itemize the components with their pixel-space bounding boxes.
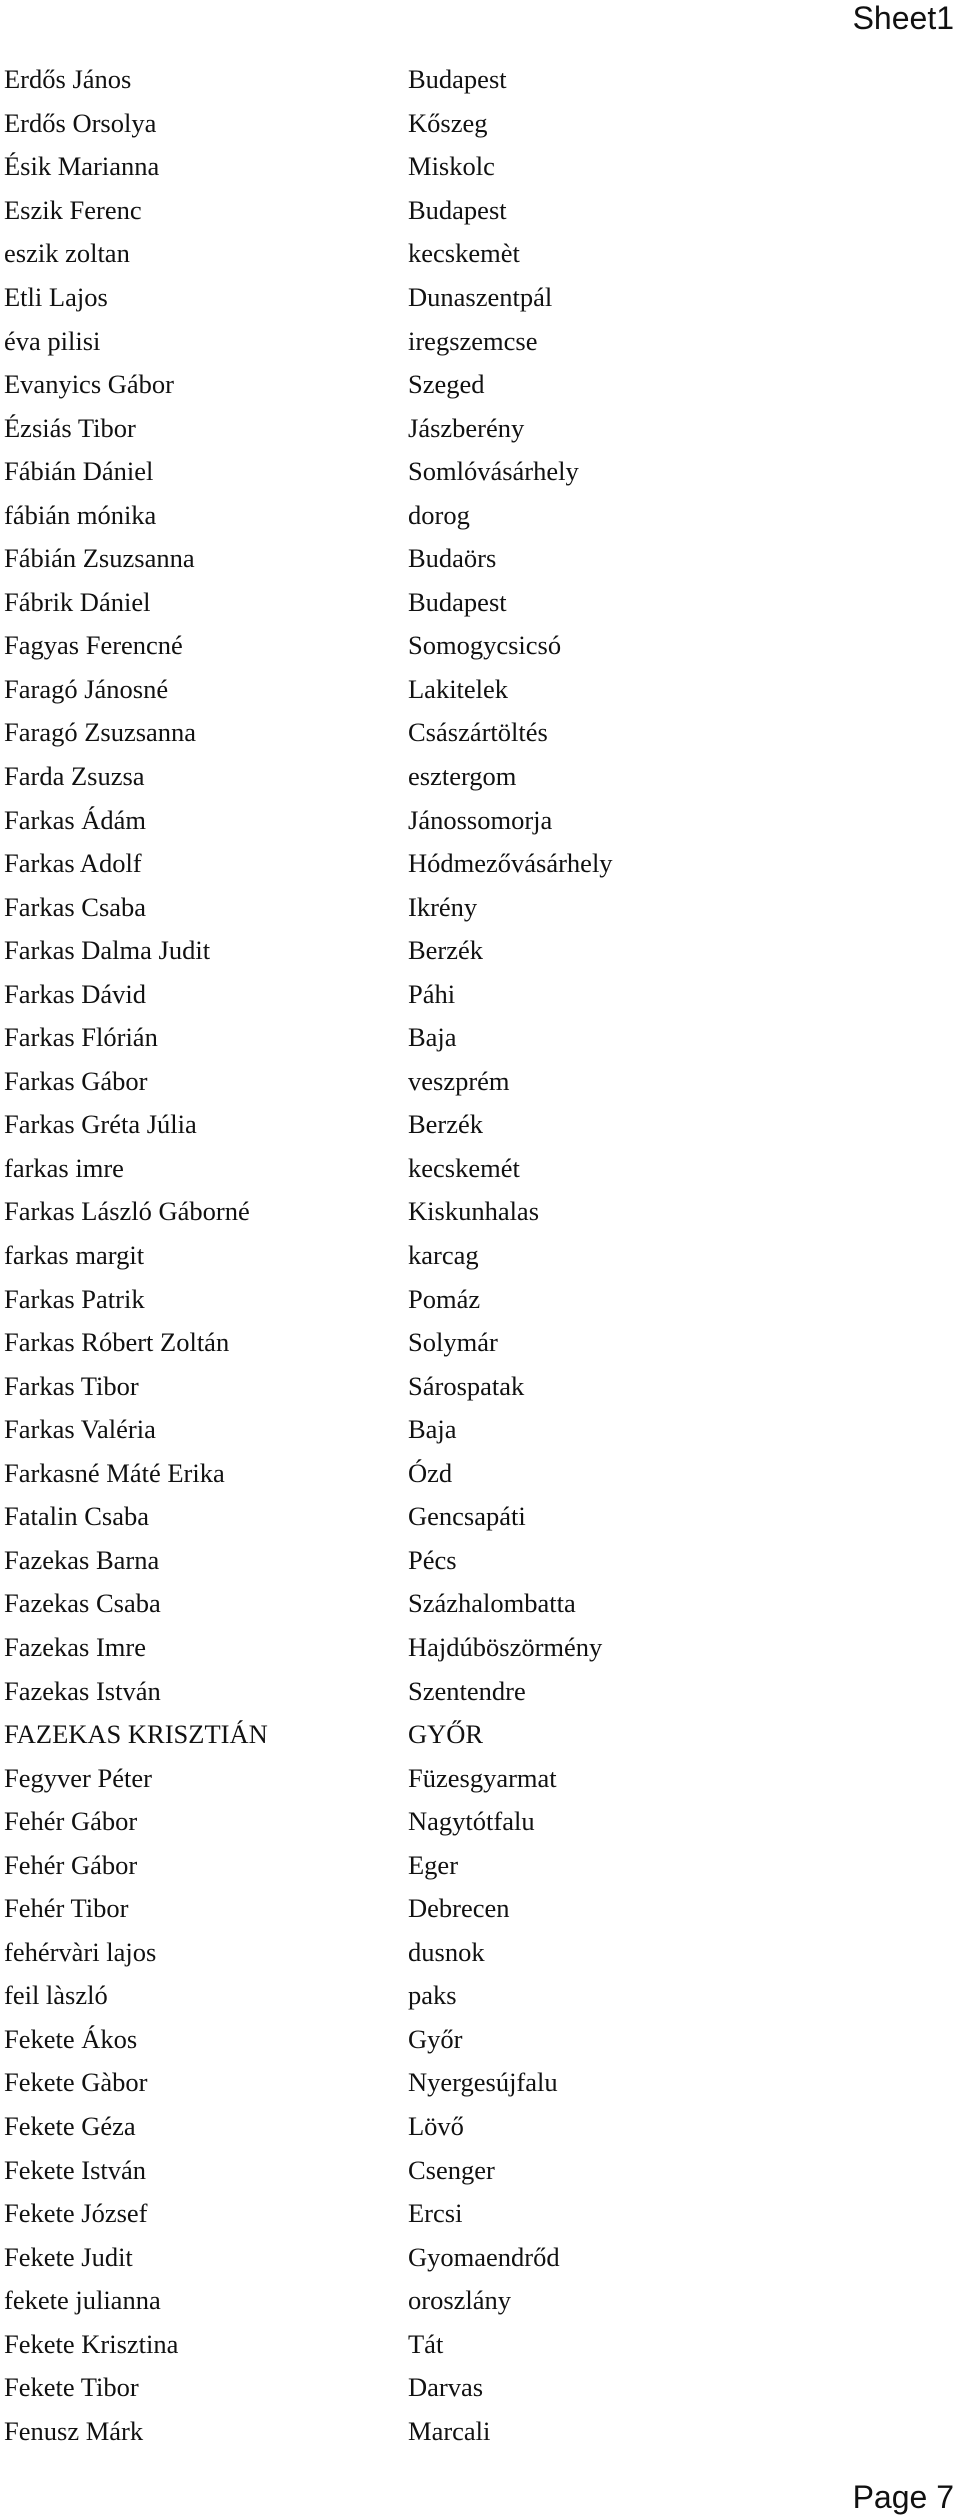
- name-cell: Fekete Gàbor: [4, 2067, 148, 2098]
- table-row: [0, 2235, 960, 2279]
- city-cell: Budapest: [408, 586, 507, 617]
- table-row: [0, 1452, 960, 1496]
- name-cell: Farkas Róbert Zoltán: [4, 1327, 230, 1358]
- city-cell: Nagytótfalu: [408, 1806, 535, 1837]
- table-row: [0, 319, 960, 363]
- city-cell: Berzék: [408, 935, 484, 966]
- name-cell: Fazekas Imre: [4, 1631, 146, 1662]
- table-row: [0, 2061, 960, 2105]
- city-cell: Baja: [408, 1022, 457, 1053]
- name-cell: Farkas Csaba: [4, 891, 147, 922]
- name-cell: Fekete József: [4, 2198, 148, 2229]
- city-cell: Hajdúböszörmény: [408, 1631, 603, 1662]
- table-row: [0, 537, 960, 581]
- city-cell: Jánossomorja: [408, 804, 553, 835]
- data-table: [0, 58, 960, 2453]
- table-row: [0, 1931, 960, 1975]
- name-cell: Erdős János: [4, 64, 132, 95]
- name-cell: Fekete Tibor: [4, 2372, 139, 2403]
- table-row: [0, 885, 960, 929]
- name-cell: Fazekas Csaba: [4, 1588, 161, 1619]
- sheet-name: Sheet1: [852, 0, 954, 36]
- name-cell: farkas imre: [4, 1152, 124, 1183]
- name-cell: Fatalin Csaba: [4, 1501, 149, 1532]
- name-cell: Fábián Zsuzsanna: [4, 543, 195, 574]
- name-cell: Farkasné Máté Erika: [4, 1457, 225, 1488]
- name-cell: Fehér Tibor: [4, 1893, 129, 1924]
- city-cell: Baja: [408, 1414, 457, 1445]
- name-cell: Ézsiás Tibor: [4, 412, 136, 443]
- city-cell: Dunaszentpál: [408, 282, 553, 312]
- table-row: [0, 145, 960, 189]
- table-row: [0, 1364, 960, 1408]
- name-cell: Fenusz Márk: [4, 2415, 144, 2446]
- name-cell: Eszik Ferenc: [4, 194, 142, 225]
- name-cell: Farkas Adolf: [4, 848, 142, 879]
- table-row: [0, 1234, 960, 1278]
- table-row: [0, 1713, 960, 1757]
- city-cell: Ikrény: [408, 891, 478, 922]
- table-row: [0, 1669, 960, 1713]
- name-cell: Farkas Gábor: [4, 1065, 148, 1096]
- city-cell: karcag: [408, 1240, 479, 1271]
- city-cell: Gencsapáti: [408, 1501, 526, 1532]
- table-row: [0, 493, 960, 537]
- table-row: [0, 58, 960, 102]
- name-cell: Farda Zsuzsa: [4, 761, 145, 792]
- city-cell: Debrecen: [408, 1893, 510, 1924]
- city-cell: Somlóvásárhely: [408, 456, 579, 487]
- city-cell: Tát: [408, 2328, 444, 2359]
- name-cell: Erdős Orsolya: [4, 107, 157, 138]
- name-cell: Fehér Gábor: [4, 1849, 138, 1880]
- city-cell: Budapest: [408, 194, 507, 225]
- name-cell: Farkas Dávid: [4, 978, 147, 1009]
- city-cell: Marcali: [408, 2415, 491, 2446]
- city-cell: Ózd: [408, 1457, 453, 1488]
- name-cell: Fagyas Ferencné: [4, 630, 183, 661]
- city-cell: Nyergesújfalu: [408, 2067, 558, 2098]
- name-cell: Fekete István: [4, 2154, 147, 2185]
- city-cell: Hódmezővásárhely: [408, 848, 613, 879]
- table-row: [0, 1321, 960, 1365]
- table-row: [0, 2018, 960, 2062]
- name-cell: Fekete Judit: [4, 2241, 133, 2272]
- name-cell: Faragó Zsuzsanna: [4, 717, 197, 748]
- table-row: [0, 842, 960, 886]
- city-cell: Darvas: [408, 2372, 484, 2403]
- table-row: [0, 2366, 960, 2410]
- city-cell: Győr: [408, 2023, 463, 2054]
- city-cell: oroszlány: [408, 2285, 512, 2316]
- name-cell: Farkas László Gáborné: [4, 1196, 250, 1227]
- table-row: [0, 1887, 960, 1931]
- table-row: [0, 1147, 960, 1191]
- name-cell: Farkas Patrik: [4, 1283, 145, 1314]
- table-row: [0, 363, 960, 407]
- name-cell: Etli Lajos: [4, 282, 108, 312]
- city-cell: Jászberény: [408, 412, 525, 443]
- city-cell: paks: [408, 1980, 457, 2011]
- name-cell: Fazekas István: [4, 1675, 161, 1706]
- name-cell: Fekete Krisztina: [4, 2328, 179, 2359]
- name-cell: Faragó Jánosné: [4, 673, 169, 704]
- table-row: [0, 102, 960, 146]
- name-cell: Ésik Marianna: [4, 151, 160, 182]
- city-cell: Lakitelek: [408, 673, 509, 704]
- name-cell: feil làszló: [4, 1980, 108, 2011]
- name-cell: éva pilisi: [4, 325, 101, 356]
- name-cell: fábián mónika: [4, 499, 157, 530]
- table-row: [0, 2105, 960, 2149]
- city-cell: Szeged: [408, 369, 485, 400]
- name-cell: Evanyics Gábor: [4, 369, 174, 400]
- city-cell: Füzesgyarmat: [408, 1762, 557, 1793]
- name-cell: fekete julianna: [4, 2285, 161, 2316]
- table-row: [0, 276, 960, 320]
- city-cell: Lövő: [408, 2110, 464, 2141]
- city-cell: Ercsi: [408, 2198, 463, 2229]
- table-row: [0, 2322, 960, 2366]
- table-row: [0, 2410, 960, 2454]
- table-row: [0, 624, 960, 668]
- table-row: [0, 1843, 960, 1887]
- table-row: [0, 1190, 960, 1234]
- table-row: [0, 2192, 960, 2236]
- city-cell: iregszemcse: [408, 325, 538, 356]
- name-cell: farkas margit: [4, 1240, 145, 1271]
- table-row: [0, 1974, 960, 2018]
- city-cell: veszprém: [408, 1065, 510, 1096]
- city-cell: Szentendre: [408, 1675, 526, 1706]
- table-row: [0, 1539, 960, 1583]
- name-cell: Farkas Flórián: [4, 1022, 158, 1053]
- city-cell: esztergom: [408, 761, 517, 792]
- name-cell: Fehér Gábor: [4, 1806, 138, 1837]
- name-cell: Fekete Géza: [4, 2110, 136, 2141]
- city-cell: dorog: [408, 499, 470, 530]
- table-row: [0, 798, 960, 842]
- name-cell: Fekete Ákos: [4, 2023, 138, 2054]
- city-cell: Sárospatak: [408, 1370, 525, 1401]
- city-cell: GYŐR: [408, 1719, 484, 1750]
- city-cell: Budaörs: [408, 543, 497, 574]
- city-cell: Csenger: [408, 2154, 495, 2185]
- table-row: [0, 668, 960, 712]
- name-cell: Fazekas Barna: [4, 1544, 160, 1575]
- city-cell: Eger: [408, 1849, 459, 1880]
- city-cell: Somogycsicsó: [408, 630, 562, 661]
- city-cell: Berzék: [408, 1109, 484, 1140]
- table-row: [0, 581, 960, 625]
- table-row: [0, 450, 960, 494]
- table-row: [0, 1495, 960, 1539]
- table-row: [0, 2279, 960, 2323]
- table-row: [0, 1408, 960, 1452]
- city-cell: Pomáz: [408, 1283, 481, 1314]
- city-cell: Miskolc: [408, 151, 495, 182]
- name-cell: Farkas Valéria: [4, 1414, 156, 1445]
- table-row: [0, 711, 960, 755]
- table-row: [0, 1756, 960, 1800]
- table-row: [0, 1626, 960, 1670]
- table-row: [0, 755, 960, 799]
- name-cell: Farkas Tibor: [4, 1370, 139, 1401]
- city-cell: kecskemèt: [408, 238, 520, 269]
- name-cell: Fábián Dániel: [4, 456, 154, 487]
- page-number: Page 7: [852, 2479, 954, 2515]
- table-row: [0, 1277, 960, 1321]
- table-row: [0, 972, 960, 1016]
- name-cell: Fegyver Péter: [4, 1762, 152, 1793]
- name-cell: FAZEKAS KRISZTIÁN: [4, 1719, 268, 1750]
- city-cell: Kiskunhalas: [408, 1196, 540, 1227]
- city-cell: Császártöltés: [408, 717, 548, 748]
- city-cell: Százhalombatta: [408, 1588, 576, 1619]
- name-cell: Farkas Dalma Judit: [4, 935, 211, 966]
- table-row: [0, 1800, 960, 1844]
- city-cell: dusnok: [408, 1936, 485, 1967]
- city-cell: Pécs: [408, 1544, 457, 1575]
- table-row: [0, 406, 960, 450]
- name-cell: Farkas Ádám: [4, 804, 147, 835]
- table-row: [0, 1060, 960, 1104]
- city-cell: Budapest: [408, 64, 507, 95]
- name-cell: Fábrik Dániel: [4, 586, 151, 617]
- city-cell: kecskemét: [408, 1152, 520, 1183]
- table-row: [0, 1582, 960, 1626]
- table-row: [0, 1016, 960, 1060]
- table-row: [0, 2148, 960, 2192]
- city-cell: Solymár: [408, 1327, 498, 1358]
- table-row: [0, 929, 960, 973]
- name-cell: eszik zoltan: [4, 238, 130, 269]
- table-row: [0, 232, 960, 276]
- table-row: [0, 1103, 960, 1147]
- city-cell: Kőszeg: [408, 107, 488, 138]
- name-cell: fehérvàri lajos: [4, 1936, 157, 1967]
- name-cell: Farkas Gréta Júlia: [4, 1109, 197, 1140]
- city-cell: Gyomaendrőd: [408, 2241, 560, 2272]
- city-cell: Páhi: [408, 978, 456, 1009]
- table-row: [0, 189, 960, 233]
